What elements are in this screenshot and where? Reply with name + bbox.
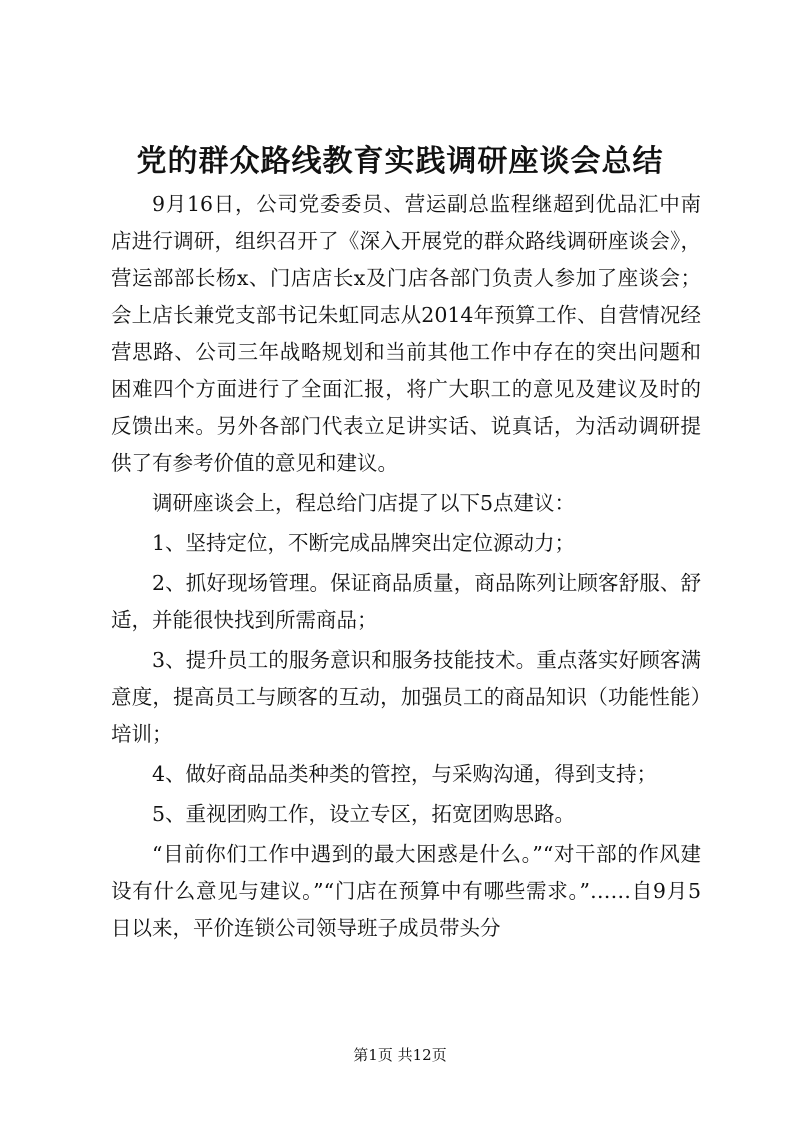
suggestion-item-4: 4、做好商品品类种类的管控，与采购沟通，得到支持； bbox=[152, 762, 658, 786]
page-number-footer: 第1页 共12页 bbox=[353, 1046, 447, 1064]
paragraph-questions: “目前你们工作中遇到的最大困惑是什么。”“对干部的作风建设有什么意见与建议。”“门店在预算中有哪些需求。”……自9月5日以来，平价连锁公司领导班子成员带头分 bbox=[111, 842, 701, 940]
suggestion-item-3: 3、提升员工的服务意识和服务技能技术。重点落实好顾客满意度，提高员工与顾客的互动，加强员工的商品知识（功能性能）培训； bbox=[111, 648, 701, 746]
suggestion-item-5: 5、重视团购工作，设立专区，拓宽团购思路。 bbox=[152, 802, 576, 826]
suggestion-item-2: 2、抓好现场管理。保证商品质量，商品陈列让顾客舒服、舒适，并能很快找到所需商品； bbox=[111, 571, 701, 632]
paragraph-intro: 9月16日，公司党委委员、营运副总监程继超到优品汇中南店进行调研，组织召开了《深入开展党的群众路线调研座谈会》，营运部部长杨x、门店店长x及门店各部门负责人参加了座谈会；会上店长兼党支部书记朱虹同志从2014年预算工作、自营情况经营思路、公司三年战略规划和当前其他工作中存在的突出问题和困难四个方面进行了全面汇报，将广大职工的意见及建议及时的反馈出来。另外各部门代表立足讲实话、说真话，为活动调研提供了有参考价值的意见和建议。 bbox=[111, 192, 701, 475]
suggestion-item-1: 1、坚持定位，不断完成品牌突出定位源动力； bbox=[152, 531, 576, 555]
page-title: 党的群众路线教育实践调研座谈会总结 bbox=[136, 144, 664, 179]
paragraph-suggestions-intro: 调研座谈会上，程总给门店提了以下5点建议： bbox=[152, 491, 576, 515]
document-body bbox=[111, 186, 701, 950]
